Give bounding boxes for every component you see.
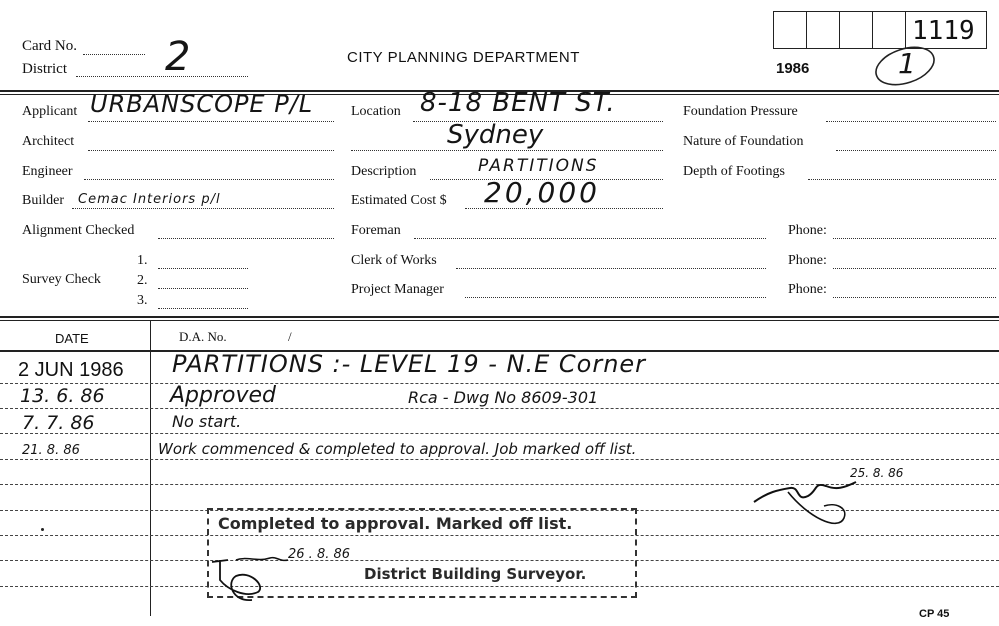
ink-dot [41, 528, 44, 531]
phone-label-clerk: Phone: [788, 253, 827, 268]
number-box-1 [773, 11, 807, 49]
survey-2-label: 2. [137, 273, 148, 288]
card-no-value: 2 [165, 34, 191, 80]
log-rule-top [0, 316, 999, 318]
date-column-header: DATE [55, 331, 89, 346]
builder-value: Cemac Interiors p/l [78, 192, 221, 207]
number-box-3 [839, 11, 873, 49]
da-column-header: D.A. No. [179, 329, 227, 344]
foreman-dots [414, 238, 766, 239]
location-value-2: Sydney [447, 120, 544, 150]
phone-dots-clerk [833, 268, 996, 269]
log-date-3: 7. 7. 86 [22, 412, 95, 434]
location-line-2-dots [351, 150, 663, 151]
alignment-label: Alignment Checked [22, 223, 135, 238]
survey-1-dots [158, 268, 248, 269]
log-row-line [0, 408, 999, 409]
signature-date: 25. 8. 86 [850, 466, 904, 480]
stamp-line-1: Completed to approval. Marked off list. [218, 514, 573, 533]
log-entry-2: Approved [170, 383, 277, 408]
log-row-line [0, 433, 999, 434]
file-number: 1119 [912, 16, 975, 46]
survey-1-label: 1. [137, 253, 148, 268]
stamp-line-2: District Building Surveyor. [364, 565, 587, 583]
number-box-4 [872, 11, 906, 49]
builder-label: Builder [22, 193, 64, 208]
builder-dots [72, 208, 334, 209]
surveyor-signature [206, 540, 296, 608]
survey-3-dots [158, 308, 248, 309]
date-column-divider [150, 320, 151, 616]
district-dots [76, 76, 248, 77]
applicant-value: URBANSCOPE P/L [90, 90, 314, 118]
phone-dots-pm [833, 297, 996, 298]
phone-label-foreman: Phone: [788, 223, 827, 238]
engineer-dots [84, 179, 334, 180]
description-label: Description [351, 164, 417, 179]
log-date-4: 21. 8. 86 [22, 443, 80, 458]
log-date-1: 2 JUN 1986 [18, 359, 124, 381]
log-entry-2-reference: Rca - Dwg No 8609-301 [408, 388, 599, 407]
log-row-line [0, 383, 999, 384]
project-manager-label: Project Manager [351, 282, 444, 297]
clerk-dots [456, 268, 766, 269]
clerk-label: Clerk of Works [351, 253, 437, 268]
log-date-2: 13. 6. 86 [20, 385, 105, 407]
depth-footings-label: Depth of Footings [683, 164, 785, 179]
description-value: PARTITIONS [478, 156, 599, 176]
applicant-dots [88, 121, 334, 122]
engineer-label: Engineer [22, 164, 73, 179]
phone-label-pm: Phone: [788, 282, 827, 297]
da-value: / [288, 329, 292, 344]
nature-foundation-dots [836, 150, 996, 151]
depth-footings-dots [808, 179, 996, 180]
log-entry-4: Work commenced & completed to approval. Job marked off list. [158, 440, 637, 458]
applicant-label: Applicant [22, 104, 78, 119]
form-code: CP 45 [919, 608, 950, 620]
stamp-handwritten-date: 26 . 8. 86 [288, 547, 351, 562]
card-no-label: Card No. [22, 38, 77, 54]
phone-dots-foreman [833, 238, 996, 239]
circled-number: 1 [898, 47, 916, 80]
card-no-dots [83, 54, 145, 55]
log-row-line [0, 459, 999, 460]
foundation-pressure-label: Foundation Pressure [683, 104, 798, 119]
district-label: District [22, 61, 67, 77]
architect-dots [88, 150, 334, 151]
foreman-label: Foreman [351, 223, 401, 238]
log-entry-1: PARTITIONS :- LEVEL 19 - N.E Corner [172, 350, 647, 378]
location-value: 8-18 BENT ST. [420, 88, 616, 118]
architect-label: Architect [22, 134, 75, 149]
foundation-pressure-dots [826, 121, 996, 122]
survey-3-label: 3. [137, 293, 148, 308]
location-label: Location [351, 104, 401, 119]
alignment-dots [158, 238, 334, 239]
number-box-2 [806, 11, 840, 49]
cost-label: Estimated Cost $ [351, 193, 447, 208]
log-entry-3: No start. [172, 412, 242, 431]
department-title: CITY PLANNING DEPARTMENT [347, 49, 580, 66]
project-manager-dots [465, 297, 766, 298]
nature-foundation-label: Nature of Foundation [683, 134, 804, 149]
cost-value: 20,000 [484, 176, 600, 209]
report-year: 1986 [776, 60, 810, 77]
survey-label: Survey Check [22, 272, 101, 287]
survey-2-dots [158, 288, 248, 289]
